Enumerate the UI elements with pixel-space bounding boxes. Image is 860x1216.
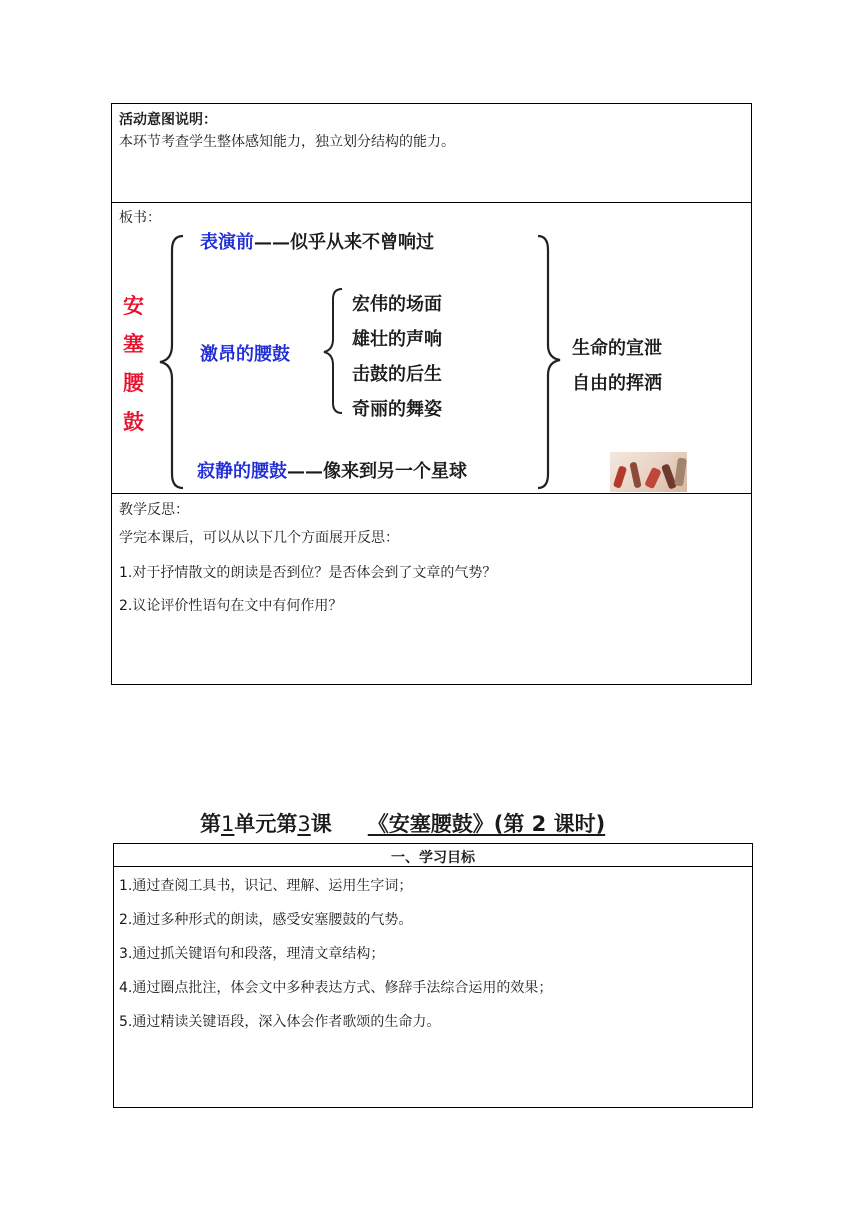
figure-shape [613, 465, 627, 488]
reflection-item: 2.议论评价性语句在文中有何作用？ [119, 598, 343, 614]
board-item: 雄壮的声响 [352, 329, 442, 350]
intent-title: 活动意图说明： [119, 112, 217, 128]
row-text: 似乎从来不曾响过 [290, 232, 434, 253]
reflection-title: 教学反思： [119, 502, 189, 518]
board-row-quiet [197, 457, 467, 483]
reflection-intro: 学完本课后，可以从以下几个方面展开反思： [119, 530, 399, 546]
heading-part: 第 [200, 812, 221, 836]
board-row-key-loud: 激昂的腰鼓 [200, 344, 290, 365]
row-dash: —— [287, 461, 323, 482]
board-label: 板书： [119, 210, 161, 226]
objective-item: 5.通过精读关键语段，深入体会作者歌颂的生命力。 [119, 1014, 441, 1030]
inner-brace [324, 289, 342, 413]
right-brace [538, 236, 560, 488]
row-dash: —— [254, 232, 290, 253]
objective-item: 2.通过多种形式的朗读，感受安塞腰鼓的气势。 [119, 912, 413, 928]
lesson-number: 3 [297, 812, 311, 836]
unit-number: 1 [221, 812, 235, 836]
title-char: 塞 [123, 331, 144, 356]
reflection-item: 1.对于抒情散文的朗读是否到位？是否体会到了文章的气势？ [119, 565, 497, 581]
title-char: 鼓 [123, 409, 144, 434]
figure-shape [629, 462, 641, 489]
figure-shape [644, 467, 662, 489]
row-key: 表演前 [200, 232, 254, 253]
board-summary: 自由的挥洒 [572, 373, 662, 394]
figure-shape [674, 458, 687, 487]
objective-item: 1.通过查阅工具书，识记、理解、运用生字词； [119, 878, 413, 894]
heading-part: 课 [310, 812, 332, 836]
left-brace [160, 236, 183, 488]
title-char: 安 [123, 293, 144, 318]
board-item: 奇丽的舞姿 [352, 399, 442, 420]
row-key: 寂静的腰鼓 [197, 461, 287, 482]
objective-item: 3.通过抓关键语句和段落，理清文章结构； [119, 946, 385, 962]
board-summary: 生命的宣泄 [572, 338, 662, 359]
intent-text: 本环节考查学生整体感知能力，独立划分结构的能力。 [119, 134, 455, 150]
objectives-header: 一、学习目标 [391, 850, 475, 866]
title-char: 腰 [123, 370, 144, 395]
row-text: 像来到另一个星球 [323, 461, 467, 482]
lesson-title: 《安塞腰鼓》(第 2 课时) [367, 812, 606, 836]
lesson-heading [200, 808, 605, 838]
board-item: 击鼓的后生 [352, 364, 442, 385]
heading-part: 单元第 [234, 812, 298, 836]
objective-item: 4.通过圈点批注，体会文中多种表达方式、修辞手法综合运用的效果； [119, 980, 553, 996]
board-row-before [200, 228, 434, 254]
board-item: 宏伟的场面 [352, 294, 442, 315]
dance-picture [610, 452, 687, 492]
